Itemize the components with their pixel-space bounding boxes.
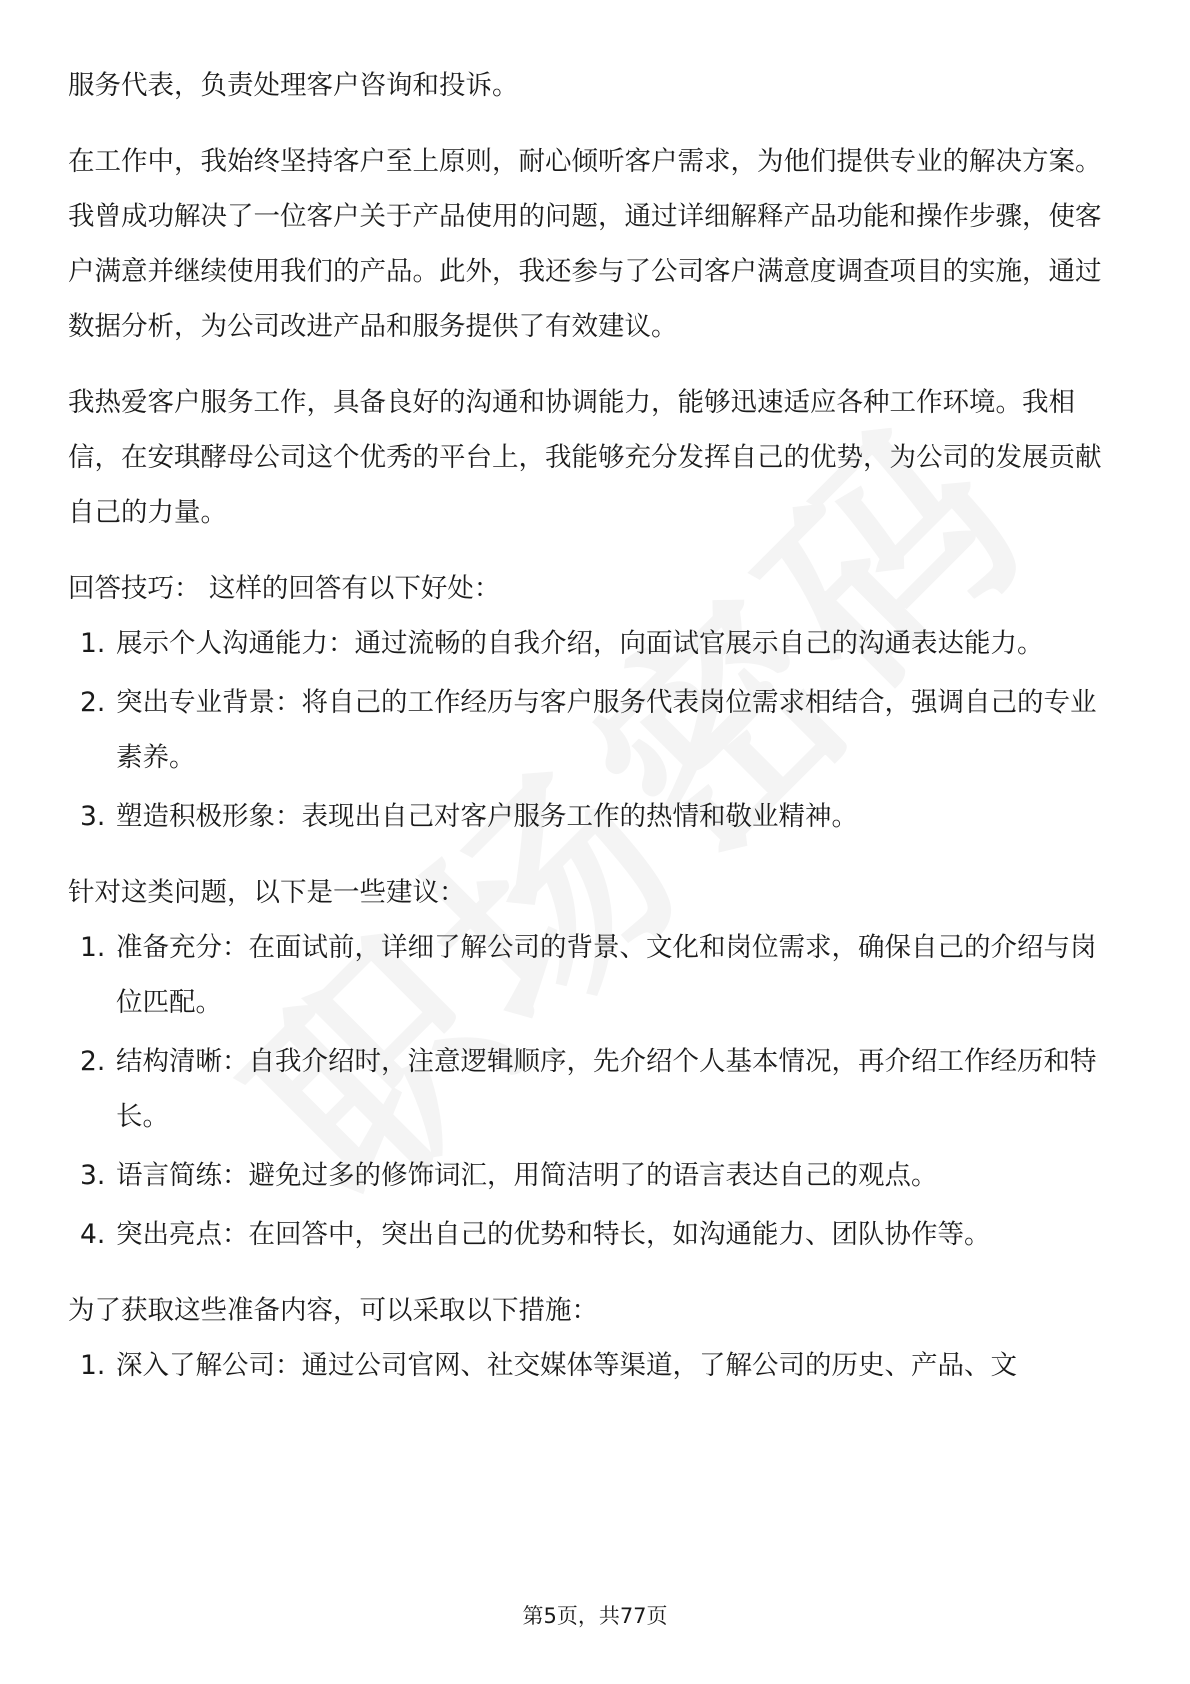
- list-item-text: 展示个人沟通能力：通过流畅的自我介绍，向面试官展示自己的沟通表达能力。: [116, 628, 1044, 659]
- list-item: [68, 920, 1113, 1030]
- list-number: 3.: [80, 1160, 106, 1191]
- list-item: [68, 1034, 1113, 1144]
- benefits-list: [68, 616, 1113, 844]
- section-heading: 针对这类问题，以下是一些建议：: [68, 877, 466, 908]
- list-item-text: 准备充分：在面试前，详细了解公司的背景、文化和岗位需求，确保自己的介绍与岗位匹配。: [116, 932, 1097, 1018]
- list-item: [68, 1148, 1113, 1203]
- list-item: [68, 616, 1113, 671]
- paragraph: 服务代表，负责处理客户咨询和投诉。: [68, 70, 519, 101]
- list-item-text: 结构清晰：自我介绍时，注意逻辑顺序，先介绍个人基本情况，再介绍工作经历和特长。: [116, 1046, 1097, 1132]
- list-item-text: 塑造积极形象：表现出自己对客户服务工作的热情和敬业精神。: [116, 801, 858, 832]
- paragraph: 我热爱客户服务工作，具备良好的沟通和协调能力，能够迅速适应各种工作环境。我相信，在安琪酵母公司这个优秀的平台上，我能够充分发挥自己的优势，为公司的发展贡献自己的力量。: [68, 387, 1102, 528]
- list-item-text: 突出亮点：在回答中，突出自己的优势和特长，如沟通能力、团队协作等。: [116, 1219, 991, 1250]
- section-heading: 回答技巧： 这样的回答有以下好处：: [68, 573, 501, 604]
- paragraph: 在工作中，我始终坚持客户至上原则，耐心倾听客户需求，为他们提供专业的解决方案。我曾成功解决了一位客户关于产品使用的问题，通过详细解释产品功能和操作步骤，使客户满意并继续使用我们的产品。此外，我还参与了公司客户满意度调查项目的实施，通过数据分析，为公司改进产品和服务提供了有效建议。: [68, 146, 1102, 342]
- list-number: 1.: [80, 932, 106, 963]
- list-number: 2.: [80, 687, 106, 718]
- list-number: 2.: [80, 1046, 106, 1077]
- list-item-text: 语言简练：避免过多的修饰词汇，用简洁明了的语言表达自己的观点。: [116, 1160, 938, 1191]
- list-item: [68, 789, 1113, 844]
- measures-list: [68, 1338, 1113, 1393]
- list-item-text: 突出专业背景：将自己的工作经历与客户服务代表岗位需求相结合，强调自己的专业素养。: [116, 687, 1097, 773]
- list-number: 1.: [80, 1350, 106, 1381]
- list-item-text: 深入了解公司：通过公司官网、社交媒体等渠道，了解公司的历史、产品、文: [116, 1350, 1017, 1381]
- page-footer: 第5页，共77页: [522, 1604, 668, 1628]
- document-body: [68, 58, 1113, 1397]
- list-item: [68, 1207, 1113, 1262]
- list-item: [68, 675, 1113, 785]
- list-number: 1.: [80, 628, 106, 659]
- list-item: [68, 1338, 1113, 1393]
- suggestions-list: [68, 920, 1113, 1262]
- list-number: 3.: [80, 801, 106, 832]
- section-heading: 为了获取这些准备内容，可以采取以下措施：: [68, 1295, 598, 1326]
- list-number: 4.: [80, 1219, 106, 1250]
